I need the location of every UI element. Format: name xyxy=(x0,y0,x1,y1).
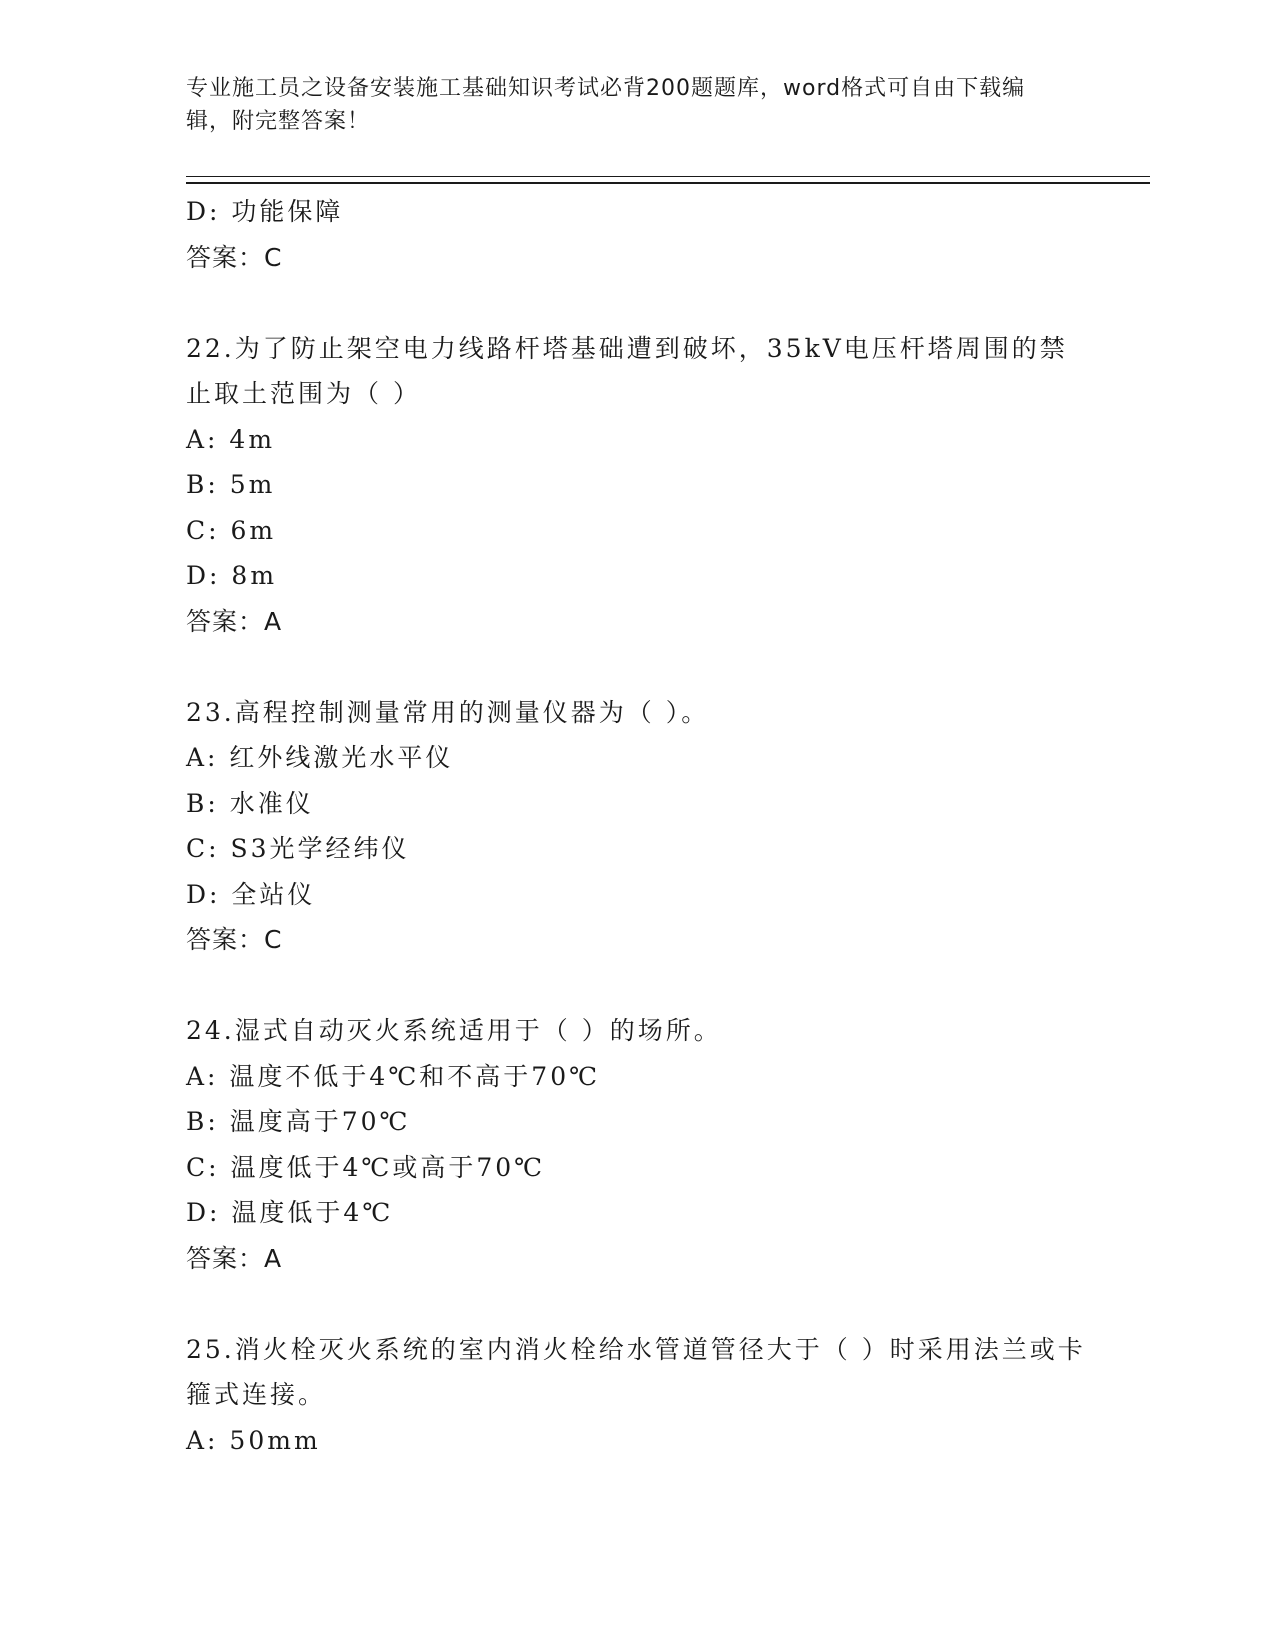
option-c: C: 6m xyxy=(186,515,277,545)
question-22 xyxy=(186,326,1086,645)
option-d: D: 功能保障 xyxy=(186,197,344,226)
option-d: D: 全站仪 xyxy=(186,879,316,909)
question-stem: 23.高程控制测量常用的测量仪器为（ ）。 xyxy=(186,697,710,727)
option-c: C: 温度低于4℃或高于70℃ xyxy=(186,1152,546,1182)
answer: 答案：C xyxy=(186,242,283,272)
question-23 xyxy=(186,690,1086,963)
option-d: D: 温度低于4℃ xyxy=(186,1198,394,1227)
document-body xyxy=(186,189,1086,1463)
answer: 答案：C xyxy=(186,925,283,954)
question-24 xyxy=(186,1008,1086,1281)
option-b: B: 水准仪 xyxy=(186,788,314,818)
page-header: 专业施工员之设备安装施工基础知识考试必背200题题库，word格式可自由下载编辑，附完整答案！ xyxy=(186,76,1026,134)
question-stem: 22.为了防止架空电力线路杆塔基础遭到破坏，35kV电压杆塔周围的禁止取土范围为（ ） xyxy=(186,333,1068,408)
question-stem: 24.湿式自动灭火系统适用于（ ）的场所。 xyxy=(186,1016,722,1045)
answer: 答案：A xyxy=(186,1243,283,1273)
option-b: B: 5m xyxy=(186,470,276,499)
option-b: B: 温度高于70℃ xyxy=(186,1107,411,1136)
answer: 答案：A xyxy=(186,606,283,636)
option-a: A: 红外线激光水平仪 xyxy=(186,743,454,772)
question-stem: 25.消火栓灭火系统的室内消火栓给水管道管径大于（ ）时采用法兰或卡箍式连接。 xyxy=(186,1334,1086,1409)
option-a: A: 50mm xyxy=(186,1425,321,1455)
option-d: D: 8m xyxy=(186,561,278,590)
option-a: A: 温度不低于4℃和不高于70℃ xyxy=(186,1061,601,1091)
option-c: C: S3光学经纬仪 xyxy=(186,834,410,863)
question-25 xyxy=(186,1327,1086,1464)
header-divider xyxy=(186,176,1150,184)
option-a: A: 4m xyxy=(186,424,276,454)
